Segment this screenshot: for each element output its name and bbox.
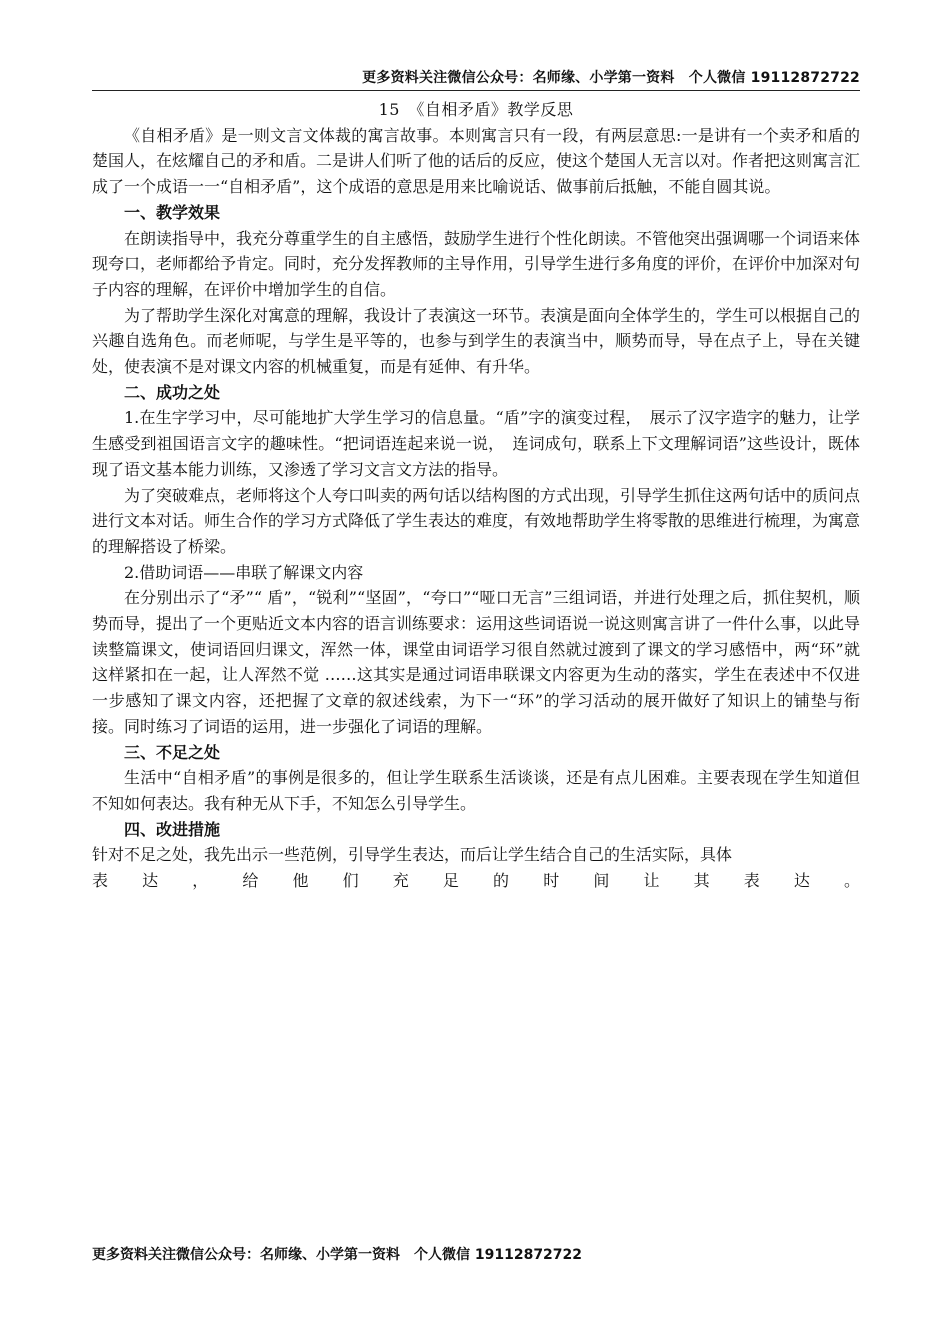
paragraph: 1.在生字学习中，尽可能地扩大学生学习的信息量。“盾”字的演变过程， 展示了汉字造字的魅力，让学生感受到祖国语言文字的趣味性。“把词语连起来说一说， 连词成句，联系上下文理解词语”这些设计，既体现了语文基本能力训练，又渗透了学习文言文方法的指导。 [92, 408, 860, 479]
document-title: 15 《自相矛盾》教学反思 [378, 100, 574, 119]
section-heading-improvements: 四、改进措施 [124, 819, 221, 839]
paragraph: 为了突破难点，老师将这个人夸口叫卖的两句话以结构图的方式出现，引导学生抓住这两句话中的质问点进行文本对话。师生合作的学习方式降低了学生表达的难度，有效地帮助学生将零散的思维进行梳理，为寓意的理解搭设了桥梁。 [92, 485, 861, 556]
paragraph: 为了帮助学生深化对寓意的理解，我设计了表演这一环节。表演是面向全体学生的，学生可以根据自己的兴趣自选角色。而老师呢，与学生是平等的，也参与到学生的表演当中，顺势而导，导在点子上，导在关键处，使表演不是对课文内容的机械重复，而是有延伸、有升华。 [92, 305, 861, 377]
section-heading-successes: 二、成功之处 [124, 382, 221, 402]
section-heading-shortcomings: 三、不足之处 [124, 742, 221, 762]
paragraph: 2.借助词语——串联了解课文内容 [124, 562, 364, 582]
page-header [92, 64, 860, 91]
document-body [92, 97, 860, 894]
paragraph: 生活中“自相矛盾”的事例是很多的，但让学生联系生活谈谈，还是有点儿困难。主要表现在学生知道但不知如何表达。我有种无从下手，不知怎么引导学生。 [92, 768, 860, 813]
paragraph: 在分别出示了“矛”“ 盾”，“锐利”“坚固”，“夸口”“哑口无言”三组词语，并进行处理之后，抓住契机，顺势而导，提出了一个更贴近文本内容的语言训练要求：运用这些词语说一说这则寓言讲了一件什么事，以此导读整篇课文，使词语回归课文，浑然一体，课堂由词语学习很自然就过渡到了课文的学习感悟中，两“环”就这样紧扣在一起，让人浑然不觉 ……这其实是通过词语串联课文内容更为生动的落实，学生在表述中不仅进一步感知了课文内容，还把握了文章的叙述线索，为下一“环”的学习活动的展开做好了知识上的铺垫与衔接。同时练习了词语的运用，进一步强化了词语的理解。 [92, 588, 861, 736]
paragraph-last-line: 表达，给他们充足的时间让其表达。 [92, 871, 860, 891]
paragraph: 在朗读指导中，我充分尊重学生的自主感悟，鼓励学生进行个性化朗读。不管他突出强调哪一个词语来体现夸口，老师都给予肯定。同时，充分发挥教师的主导作用，引导学生进行多角度的评价，在评价中加深对句子内容的理解，在评价中增加学生的自信。 [92, 228, 861, 299]
paragraph: 针对不足之处，我先出示一些范例，引导学生表达，而后让学生结合自己的生活实际，具体 [92, 845, 733, 865]
intro-paragraph: 《自相矛盾》是一则文言文体裁的寓言故事。本则寓言只有一段，有两层意思:一是讲有一个卖矛和盾的楚国人，在炫耀自己的矛和盾。二是讲人们听了他的话后的反应，使这个楚国人无言以对。作者把这则寓言汇成了一个成语一一“自相矛盾”，这个成语的意思是用来比喻说话、做事前后抵触，不能自圆其说。 [92, 125, 861, 197]
page-footer: 更多资料关注微信公众号：名师缘、小学第一资料 个人微信 19112872722 [92, 1247, 583, 1263]
header-text: 更多资料关注微信公众号：名师缘、小学第一资料 个人微信 19112872722 [362, 70, 860, 86]
section-heading-teaching-effect: 一、教学效果 [124, 202, 221, 222]
